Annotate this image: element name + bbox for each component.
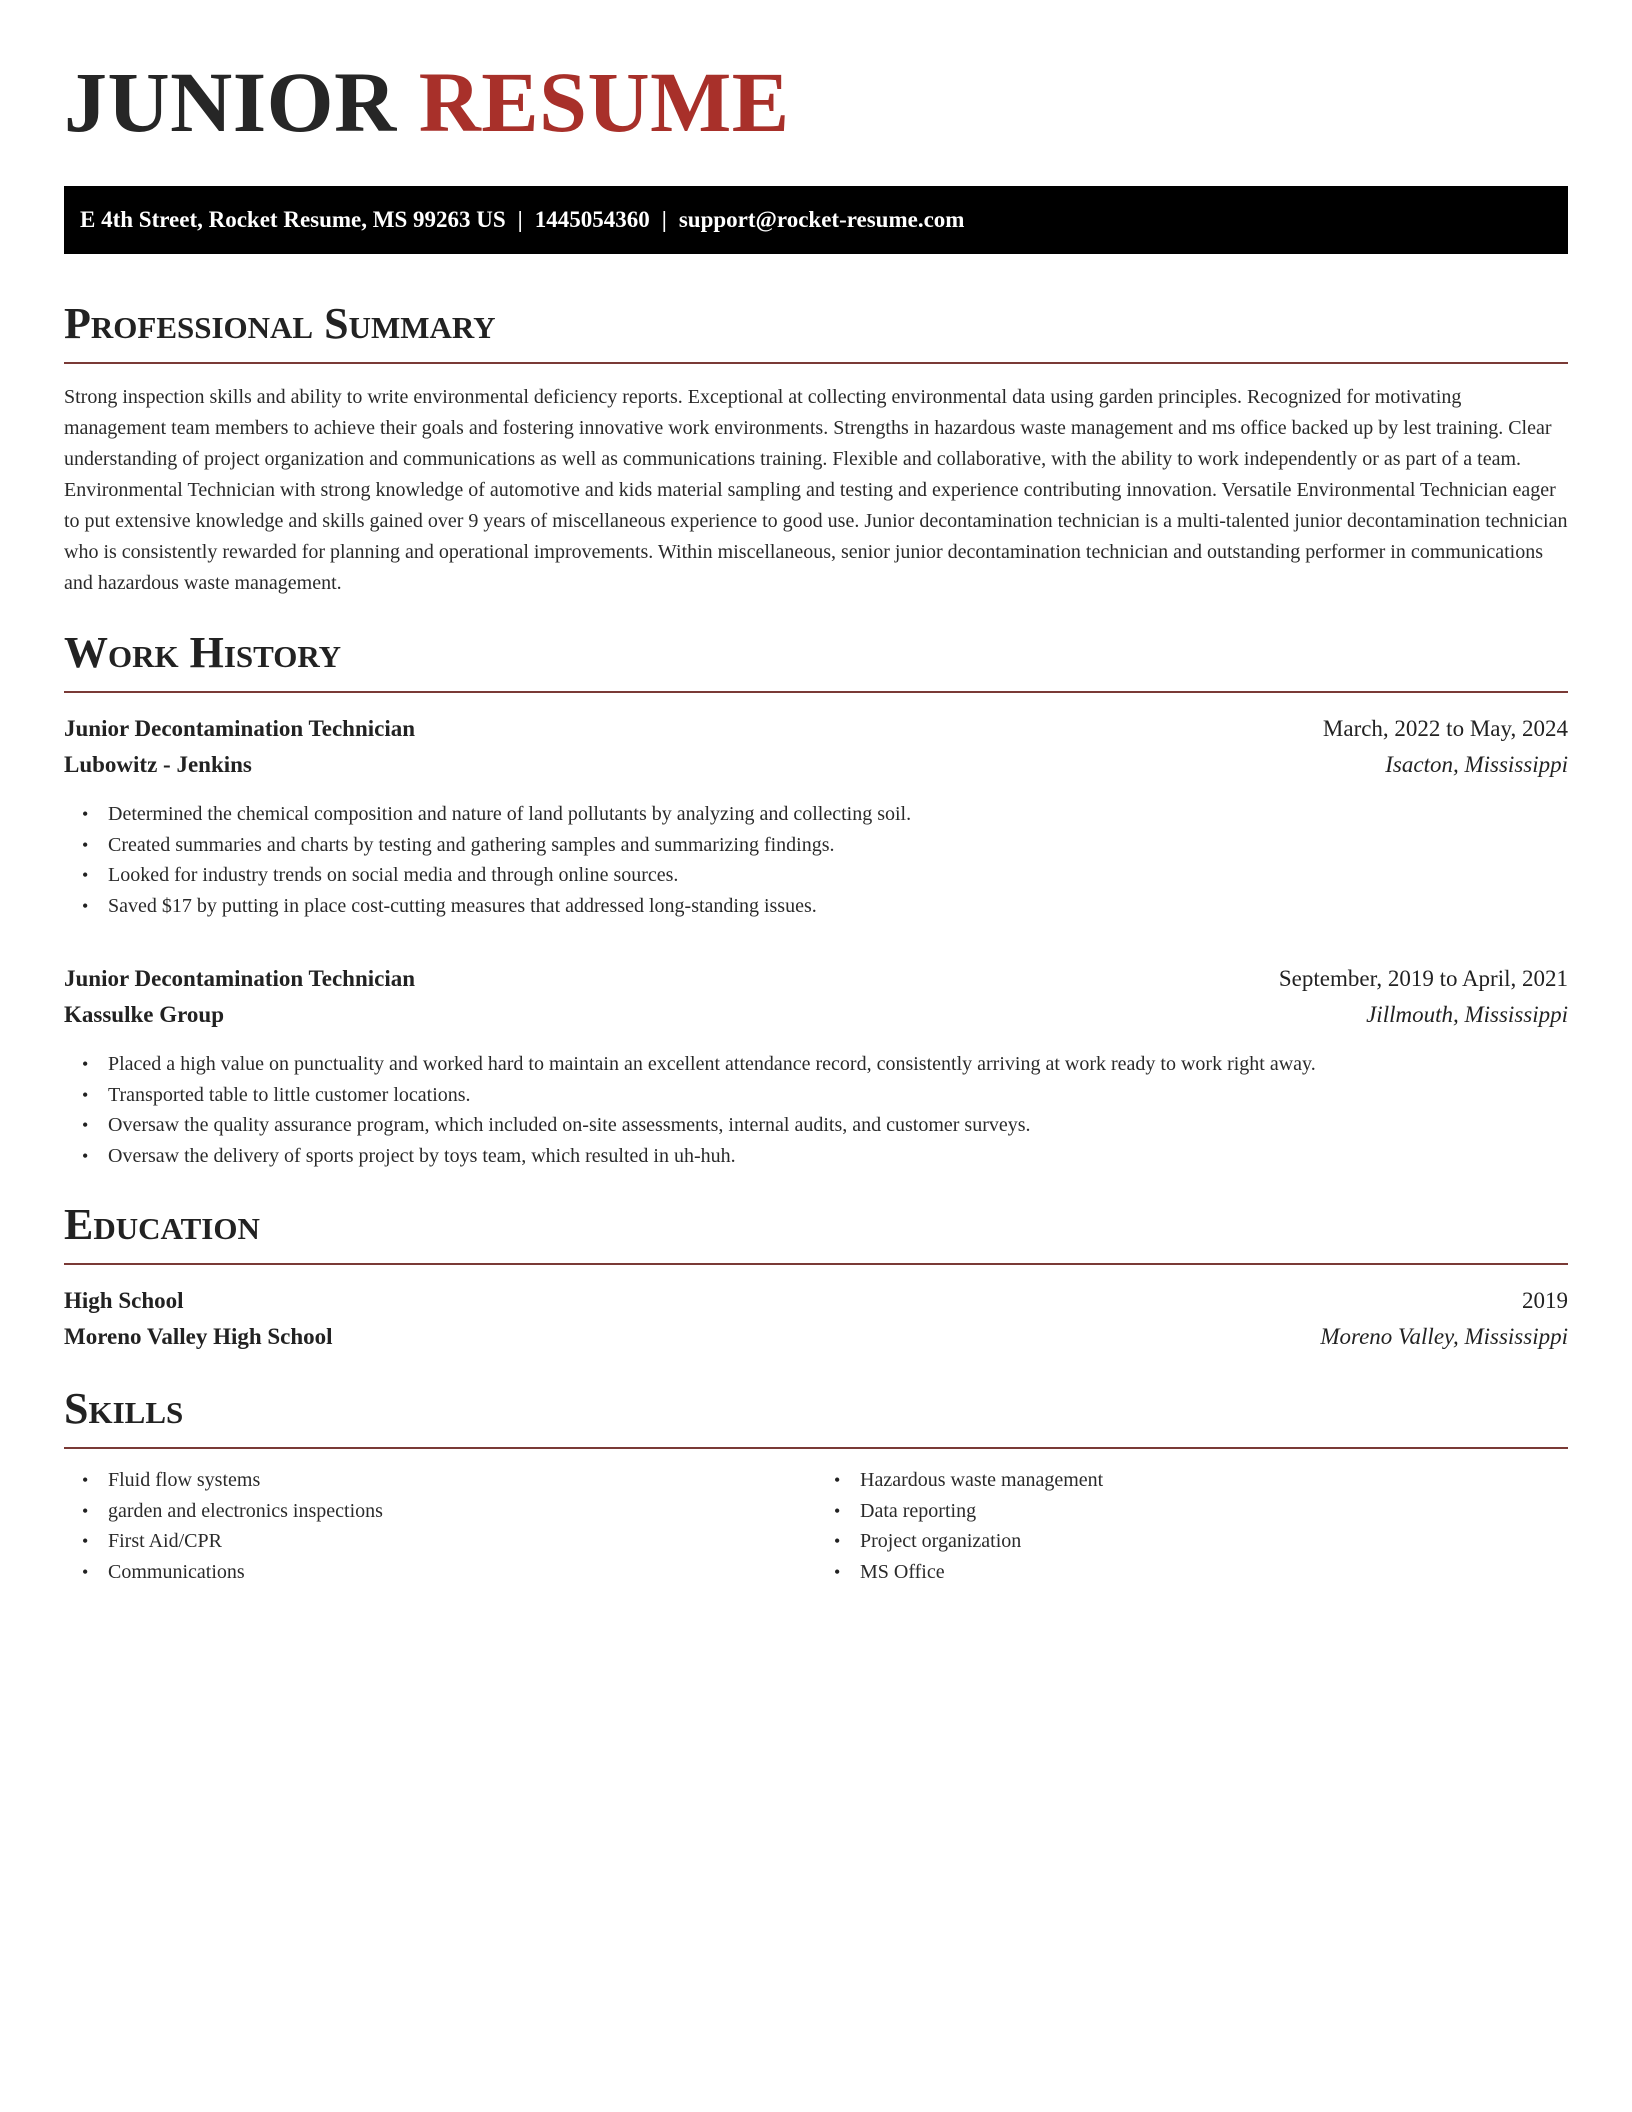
resume-name — [64, 56, 1568, 148]
summary-heading: Professional Summary — [64, 298, 1568, 364]
education-heading: Education — [64, 1199, 1568, 1265]
job-bullet: • Looked for industry trends on social media and through online sources. — [108, 860, 1568, 891]
job-bullet: • Placed a high value on punctuality and worked hard to maintain an excellent attendance record, consistently arriving at work ready to work right away. — [108, 1049, 1568, 1080]
job-header-row — [64, 711, 1568, 747]
contact-bar — [64, 186, 1568, 254]
skill-item: • Project organization — [860, 1526, 1568, 1557]
job-dates: March, 2022 to May, 2024 — [1322, 716, 1568, 741]
skill-item: • Data reporting — [860, 1496, 1568, 1527]
job-dates: September, 2019 to April, 2021 — [1278, 966, 1568, 991]
skills-list-left — [64, 1465, 816, 1587]
skill-item: • Fluid flow systems — [108, 1465, 816, 1496]
job-bullet: • Created summaries and charts by testing and gathering samples and summarizing findings. — [108, 830, 1568, 861]
job-bullet: • Oversaw the delivery of sports project by toys team, which resulted in uh-huh. — [108, 1141, 1568, 1172]
contact-separator: | — [661, 207, 667, 232]
skills-list-right — [816, 1465, 1568, 1587]
name-first: JUNIOR — [64, 54, 397, 150]
job-bullet-list — [64, 799, 1568, 921]
name-last: RESUME — [418, 54, 790, 150]
education-location: Moreno Valley, Mississippi — [1320, 1324, 1568, 1349]
job-bullet-list — [64, 1049, 1568, 1171]
job-role: Junior Decontamination Technician — [64, 716, 416, 741]
job-bullet: • Transported table to little customer locations. — [108, 1080, 1568, 1111]
skill-item: • First Aid/CPR — [108, 1526, 816, 1557]
job-bullet: • Determined the chemical composition and nature of land pollutants by analyzing and collecting soil. — [108, 799, 1568, 830]
job-header-row — [64, 961, 1568, 997]
skill-item: • garden and electronics inspections — [108, 1496, 816, 1527]
job-bullet: • Saved $17 by putting in place cost-cutting measures that addressed long-standing issues. — [108, 891, 1568, 922]
skill-item: • MS Office — [860, 1557, 1568, 1588]
education-degree: High School — [64, 1288, 184, 1313]
education-entry — [64, 1283, 1568, 1355]
job-company-row — [64, 747, 1568, 783]
skills-heading: Skills — [64, 1383, 1568, 1449]
contact-phone: 1445054360 — [534, 207, 650, 232]
skill-item: • Communications — [108, 1557, 816, 1588]
skills-grid — [64, 1465, 1568, 1587]
job-entry — [64, 961, 1568, 1171]
education-header-row — [64, 1283, 1568, 1319]
job-company-row — [64, 997, 1568, 1033]
education-year: 2019 — [1522, 1288, 1568, 1313]
contact-email: support@rocket-resume.com — [678, 207, 965, 232]
summary-text: Strong inspection skills and ability to write environmental deficiency reports. Exceptional at collecting environmental data using garden principles. Recognized for motivating management team members to achieve their goals and fostering innovative work environments. Strengths in hazardous waste management and ms office backed up by lest training. Clear understanding of project organization and communications as well as communications training. Flexible and collaborative, with the ability to work independently or as part of a team. Environmental Technician with strong knowledge of automotive and kids material sampling and testing and experience contributing innovation. Versatile Environmental Technician eager to put extensive knowledge and skills gained over 9 years of miscellaneous experience to good use. Junior decontamination technician is a multi-talented junior decontamination technician who is consistently rewarded for planning and operational improvements. Within miscellaneous, senior junior decontamination technician and outstanding performer in communications and hazardous waste management. — [64, 386, 1568, 594]
contact-address: E 4th Street, Rocket Resume, MS 99263 US — [80, 207, 506, 232]
education-school: Moreno Valley High School — [64, 1324, 333, 1349]
job-bullet: • Oversaw the quality assurance program, which included on-site assessments, internal audits, and customer surveys. — [108, 1110, 1568, 1141]
education-school-row — [64, 1319, 1568, 1355]
job-entry — [64, 711, 1568, 921]
job-role: Junior Decontamination Technician — [64, 966, 416, 991]
job-location: Isacton, Mississippi — [1385, 752, 1568, 777]
contact-separator: | — [517, 207, 523, 232]
job-location: Jillmouth, Mississippi — [1366, 1002, 1568, 1027]
work-history-heading: Work History — [64, 627, 1568, 693]
job-company: Lubowitz - Jenkins — [64, 752, 252, 777]
skill-item: • Hazardous waste management — [860, 1465, 1568, 1496]
job-company: Kassulke Group — [64, 1002, 224, 1027]
